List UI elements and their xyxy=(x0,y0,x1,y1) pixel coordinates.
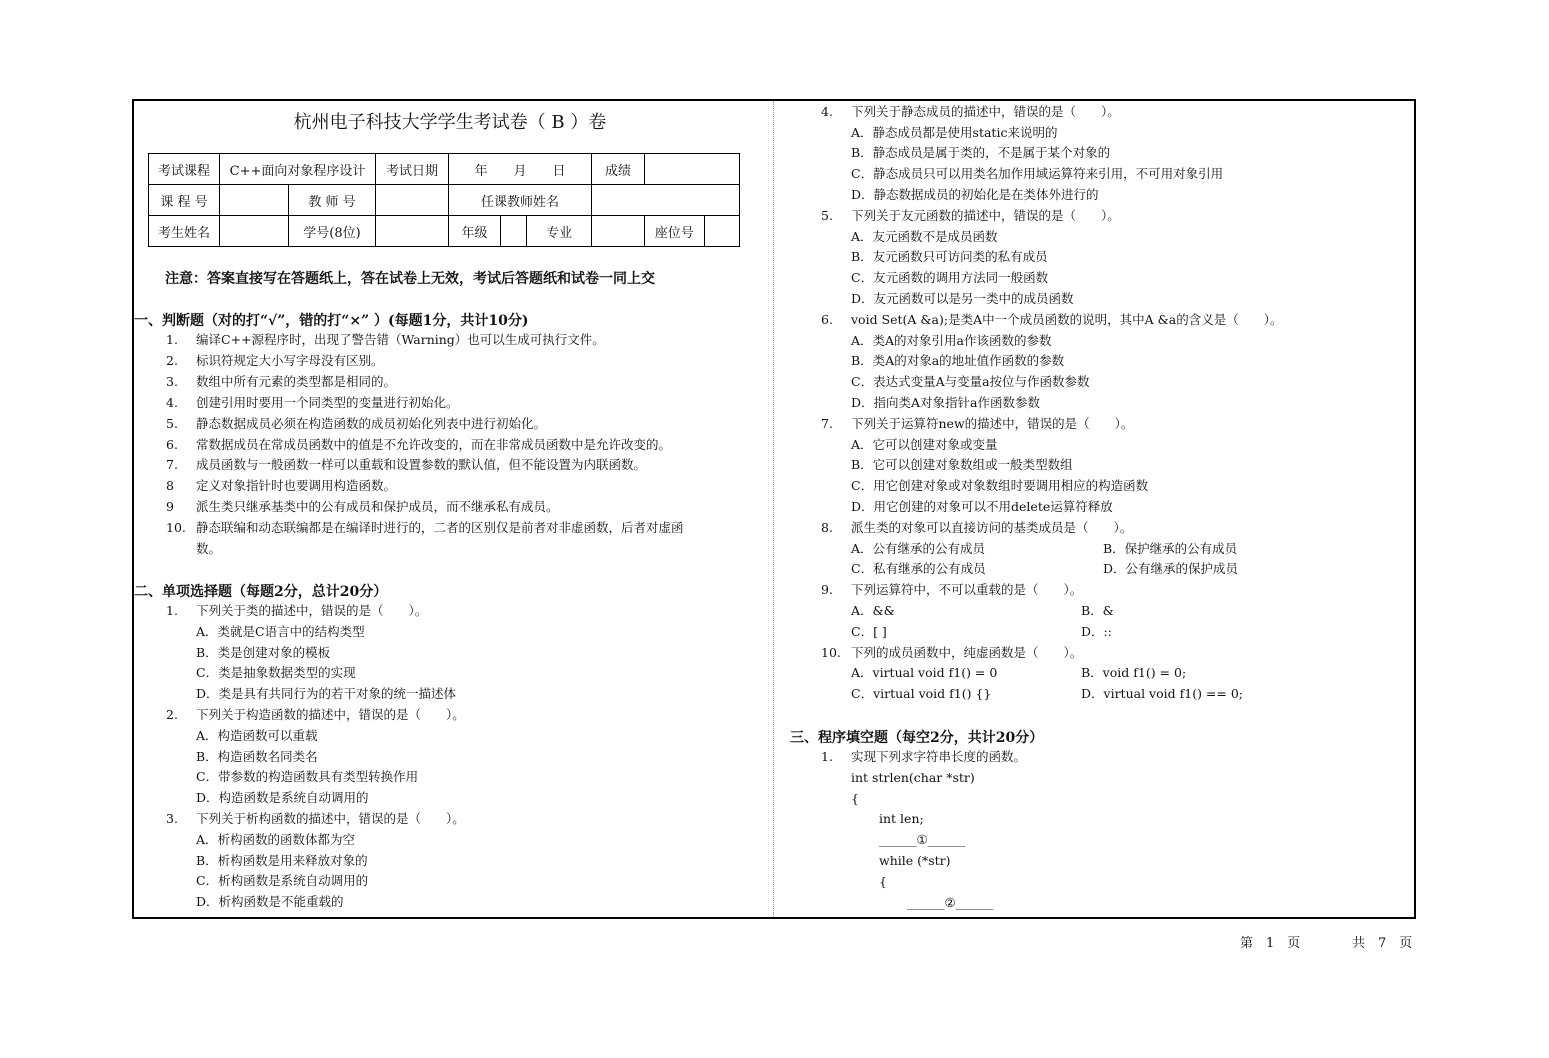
option-b: B．保护继承的公有成员 xyxy=(1103,541,1238,556)
judge-item: 派生类只继承基类中的公有成员和保护成员，而不继承私有成员。 xyxy=(196,499,559,514)
option-a: A．&& xyxy=(851,603,895,618)
field-score[interactable] xyxy=(645,154,740,185)
judge-item: 编译C++源程序时，出现了警告错（Warning）也可以生成可执行文件。 xyxy=(196,332,605,347)
item-number: 7. xyxy=(166,457,178,472)
option-b: B．静态成员是属于类的，不是属于某个对象的 xyxy=(851,145,1111,160)
item-number: 4. xyxy=(166,395,178,410)
label-teacher-number: 教 师 号 xyxy=(289,185,376,216)
value-exam-date: 年 月 日 xyxy=(449,154,592,185)
code-line: int len; xyxy=(879,811,924,826)
option-d: D．公有继承的保护成员 xyxy=(1103,561,1239,576)
option-d: D．静态数据成员的初始化是在类体外进行的 xyxy=(851,187,1099,202)
question-stem: 下列关于友元函数的描述中，错误的是（ ）。 xyxy=(851,208,1120,223)
judge-item: 数组中所有元素的类型都是相同的。 xyxy=(196,374,397,389)
question-number: 1. xyxy=(821,749,833,764)
question-number: 3. xyxy=(166,811,178,826)
option-d: D．用它创建的对象可以不用delete运算符释放 xyxy=(851,499,1113,514)
question-stem: 派生类的对象可以直接访问的基类成员是（ ）。 xyxy=(851,520,1133,535)
option-d: D．析构函数是不能重载的 xyxy=(196,894,344,909)
option-c: C．析构函数是系统自动调用的 xyxy=(196,873,369,888)
judge-item: 成员函数与一般函数一样可以重载和设置参数的默认值，但不能设置为内联函数。 xyxy=(196,457,647,472)
option-c: C．类是抽象数据类型的实现 xyxy=(196,665,356,680)
option-a: A．类就是C语言中的结构类型 xyxy=(196,624,365,639)
question-number: 2. xyxy=(166,707,178,722)
section1-title: 一、判断题（对的打“√”，错的打“×” ）(每题1分，共计10分) xyxy=(134,313,529,329)
section3-title: 三、程序填空题（每空2分，共计20分） xyxy=(790,730,1044,746)
option-c: C．用它创建对象或对象数组时要调用相应的构造函数 xyxy=(851,478,1149,493)
label-grade: 年级 xyxy=(449,216,501,247)
label-course: 考试课程 xyxy=(149,154,220,185)
option-d: D．virtual void f1() == 0; xyxy=(1081,686,1244,701)
option-a: A．析构函数的函数体都为空 xyxy=(196,832,356,847)
field-teacher-name[interactable] xyxy=(592,185,740,216)
option-b: B．它可以创建对象数组或一般类型数组 xyxy=(851,457,1073,472)
field-course-number[interactable] xyxy=(220,185,289,216)
judge-item: 静态联编和动态联编都是在编译时进行的，二者的区别仅是前者对非虚函数，后者对虚函 xyxy=(196,520,684,535)
option-b: B．void f1() = 0; xyxy=(1081,665,1187,680)
option-c: C．[ ] xyxy=(851,624,887,639)
option-c: C．virtual void f1() {} xyxy=(851,686,992,701)
page-number: 第 1 页 xyxy=(1240,936,1301,951)
question-number: 4. xyxy=(821,104,833,119)
exam-info-table xyxy=(148,153,740,247)
code-line: { xyxy=(879,874,887,889)
label-exam-date: 考试日期 xyxy=(376,154,449,185)
judge-item-continued: 数。 xyxy=(196,541,222,556)
exam-title: 杭州电子科技大学学生考试卷（ B ）卷 xyxy=(293,112,607,133)
label-student-name: 考生姓名 xyxy=(149,216,220,247)
option-d: D．友元函数可以是另一类中的成员函数 xyxy=(851,291,1074,306)
option-a: A．公有继承的公有成员 xyxy=(851,541,986,556)
question-number: 9. xyxy=(821,582,833,597)
question-stem: 下列运算符中，不可以重载的是（ ）。 xyxy=(851,582,1083,597)
judge-item: 标识符规定大小写字母没有区别。 xyxy=(196,353,384,368)
question-number: 6. xyxy=(821,312,833,327)
option-d: D．:: xyxy=(1081,624,1112,639)
question-stem: void Set(A &a);是类A中一个成员函数的说明，其中A &a的含义是（ ）。 xyxy=(851,312,1283,327)
item-number: 1. xyxy=(166,332,178,347)
question-stem: 下列关于类的描述中，错误的是（ ）。 xyxy=(196,603,428,618)
field-teacher-number[interactable] xyxy=(376,185,449,216)
column-divider xyxy=(773,101,774,917)
option-c: C．表达式变量A与变量a按位与作函数参数 xyxy=(851,374,1090,389)
field-student-name[interactable] xyxy=(220,216,289,247)
item-number: 2. xyxy=(166,353,178,368)
question-number: 1. xyxy=(166,603,178,618)
value-course: C++面向对象程序设计 xyxy=(220,154,376,185)
option-a: A．virtual void f1() = 0 xyxy=(851,665,998,680)
question-stem: 下列的成员函数中，纯虚函数是（ ）。 xyxy=(851,645,1083,660)
question-stem: 下列关于运算符new的描述中，错误的是（ ）。 xyxy=(851,416,1134,431)
label-major: 专业 xyxy=(527,216,592,247)
question-number: 10. xyxy=(821,645,841,660)
option-b: B．类A的对象a的地址值作函数的参数 xyxy=(851,353,1065,368)
label-student-number: 学号(8位) xyxy=(289,216,376,247)
option-a: A．静态成员都是使用static来说明的 xyxy=(851,125,1058,140)
code-line: while (*str) xyxy=(879,853,951,868)
field-grade[interactable] xyxy=(500,216,526,247)
item-number: 3. xyxy=(166,374,178,389)
option-b: B．类是创建对象的模板 xyxy=(196,645,331,660)
label-score: 成绩 xyxy=(592,154,645,185)
question-stem: 下列关于析构函数的描述中，错误的是（ ）。 xyxy=(196,811,465,826)
option-b: B．友元函数只可访问类的私有成员 xyxy=(851,249,1048,264)
item-number: 10. xyxy=(166,520,186,535)
option-d: D．构造函数是系统自动调用的 xyxy=(196,790,369,805)
question-number: 7. xyxy=(821,416,833,431)
fill-blank-2[interactable]: ______②______ xyxy=(907,895,994,910)
code-line: { xyxy=(851,791,859,806)
option-d: D．类是具有共同行为的若干对象的统一描述体 xyxy=(196,686,457,701)
code-line: int strlen(char *str) xyxy=(851,770,975,785)
item-number: 9 xyxy=(166,499,174,514)
label-seat: 座位号 xyxy=(645,216,705,247)
question-number: 8. xyxy=(821,520,833,535)
option-d: D．指向类A对象指针a作函数参数 xyxy=(851,395,1041,410)
question-stem: 下列关于静态成员的描述中，错误的是（ ）。 xyxy=(851,104,1120,119)
option-a: A．它可以创建对象或变量 xyxy=(851,437,998,452)
judge-item: 静态数据成员必须在构造函数的成员初始化列表中进行初始化。 xyxy=(196,416,547,431)
judge-item: 常数据成员在常成员函数中的值是不允许改变的，而在非常成员函数中是允许改变的。 xyxy=(196,437,672,452)
question-number: 5. xyxy=(821,208,833,223)
option-c: C．私有继承的公有成员 xyxy=(851,561,986,576)
label-course-number: 课 程 号 xyxy=(149,185,220,216)
field-major[interactable] xyxy=(592,216,645,247)
option-c: C．带参数的构造函数具有类型转换作用 xyxy=(196,769,419,784)
option-c: C．友元函数的调用方法同一般函数 xyxy=(851,270,1049,285)
item-number: 8 xyxy=(166,478,174,493)
section2-title: 二、单项选择题（每题2分，总计20分） xyxy=(134,584,388,600)
page-total: 共 7 页 xyxy=(1352,936,1413,951)
item-number: 5. xyxy=(166,416,178,431)
fill-blank-1[interactable]: ______①______ xyxy=(879,832,966,847)
option-a: A．类A的对象引用a作该函数的参数 xyxy=(851,333,1052,348)
option-a: A．友元函数不是成员函数 xyxy=(851,229,998,244)
judge-item: 创建引用时要用一个同类型的变量进行初始化。 xyxy=(196,395,459,410)
item-number: 6. xyxy=(166,437,178,452)
option-b: B．析构函数是用来释放对象的 xyxy=(196,853,368,868)
field-student-number[interactable] xyxy=(376,216,449,247)
exam-notice: 注意：答案直接写在答题纸上，答在试卷上无效，考试后答题纸和试卷一同上交 xyxy=(165,271,655,287)
question-stem: 下列关于构造函数的描述中，错误的是（ ）。 xyxy=(196,707,465,722)
label-teacher-name: 任课教师姓名 xyxy=(449,185,592,216)
judge-item: 定义对象指针时也要调用构造函数。 xyxy=(196,478,397,493)
option-a: A．构造函数可以重载 xyxy=(196,728,318,743)
option-b: B．构造函数名同类名 xyxy=(196,749,318,764)
field-seat[interactable] xyxy=(704,216,739,247)
option-c: C．静态成员只可以用类名加作用域运算符来引用，不可用对象引用 xyxy=(851,166,1224,181)
question-stem: 实现下列求字符串长度的函数。 xyxy=(851,749,1027,764)
option-b: B．& xyxy=(1081,603,1114,618)
